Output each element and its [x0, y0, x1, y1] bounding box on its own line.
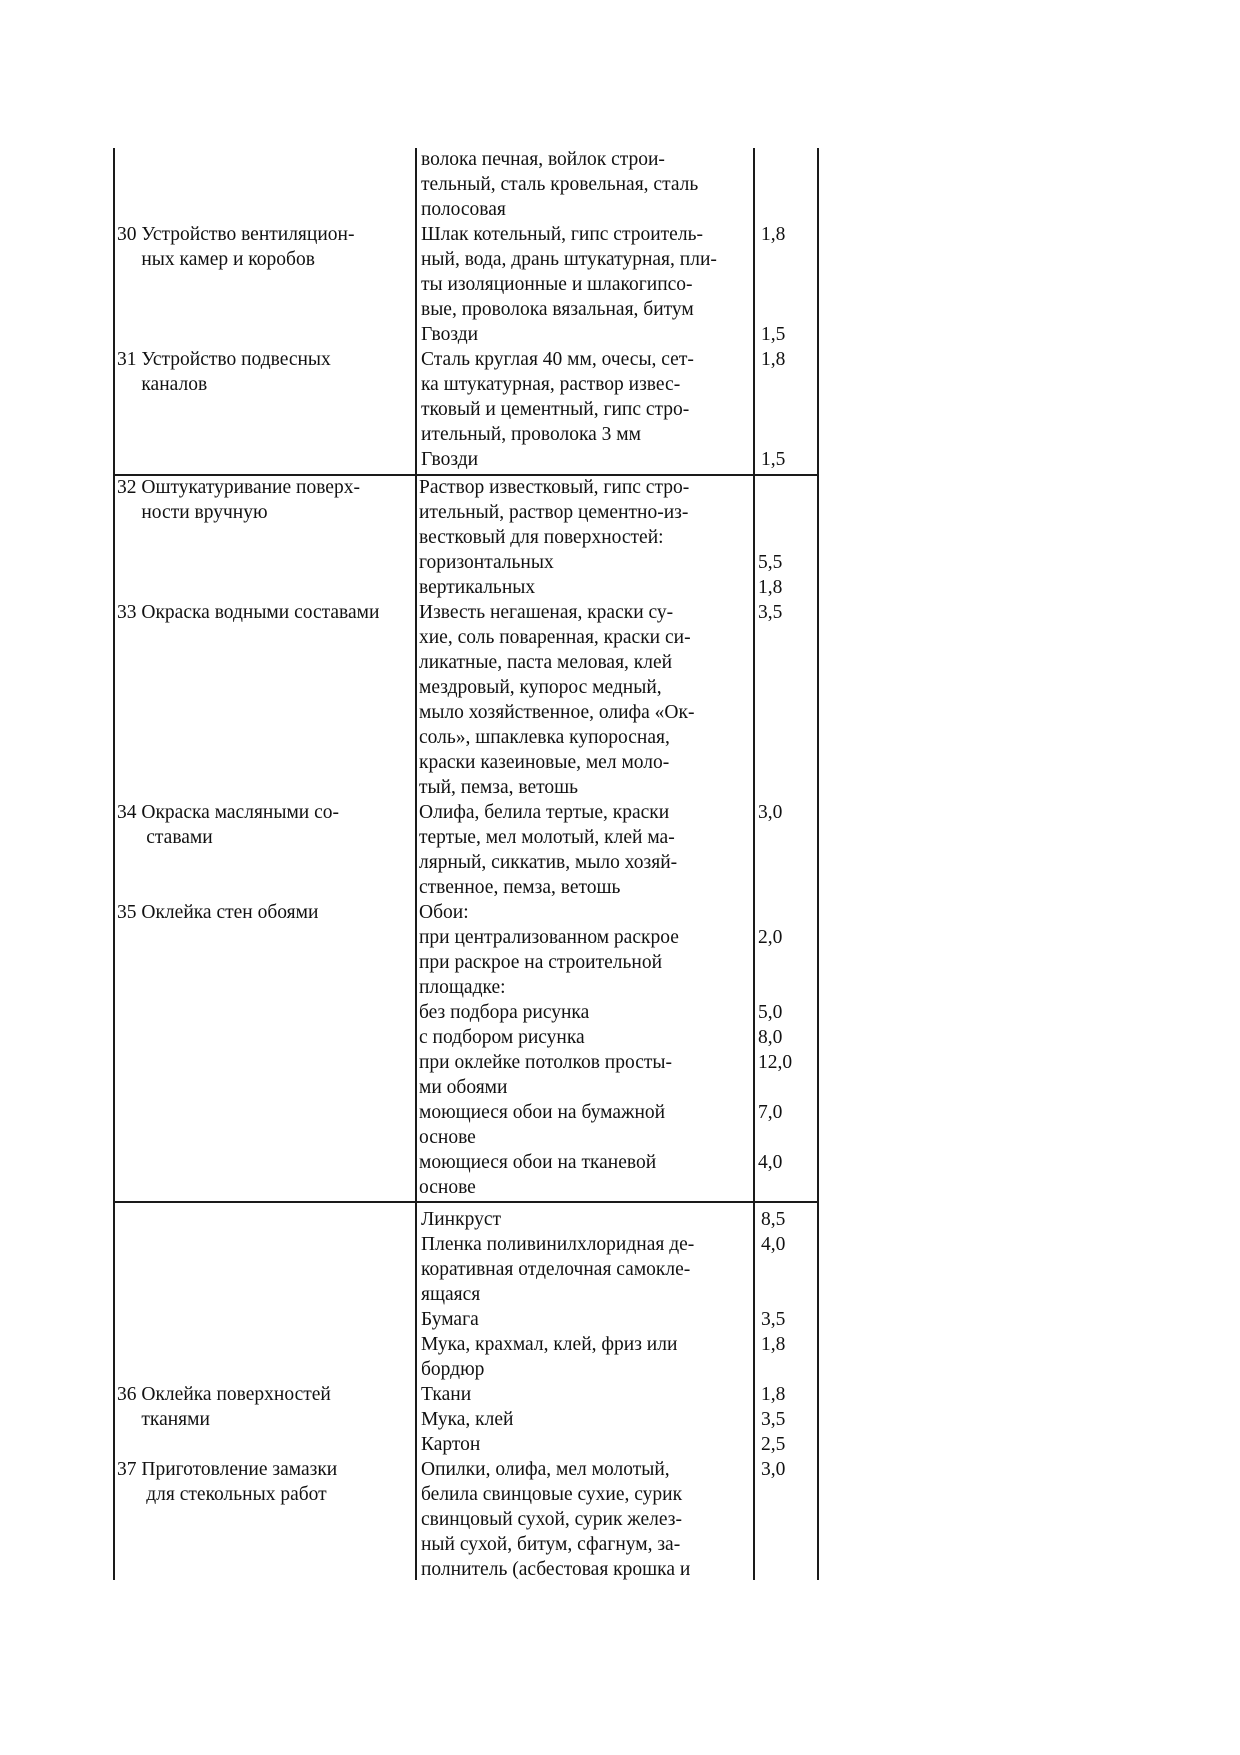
- cell-materials: Опилки, олифа, мел молотый,: [421, 1459, 670, 1480]
- cell-work: ставами: [117, 827, 213, 848]
- cell-materials: площадке:: [419, 977, 506, 998]
- cell-materials: Мука, крахмал, клей, фриз или: [421, 1334, 678, 1355]
- cell-work: 37 Приготовление замазки: [117, 1459, 338, 1480]
- cell-materials: Мука, клей: [421, 1409, 514, 1430]
- cell-norm: 3,0: [761, 1459, 786, 1480]
- cell-materials: вертикальных: [419, 577, 536, 598]
- cell-materials: коративная отделочная самокле-: [421, 1259, 691, 1280]
- cell-norm: 3,5: [758, 602, 783, 623]
- cell-materials: тельный, сталь кровельная, сталь: [421, 174, 699, 195]
- cell-materials: Линкруст: [421, 1209, 501, 1230]
- cell-materials: Раствор известковый, гипс стро-: [419, 477, 690, 498]
- column-divider-materials: [415, 148, 417, 1580]
- cell-materials: бордюр: [421, 1359, 485, 1380]
- cell-materials: Шлак котельный, гипс строитель-: [421, 224, 703, 245]
- cell-materials: ми обоями: [419, 1077, 508, 1098]
- cell-materials: при оклейке потолков просты-: [419, 1052, 672, 1073]
- cell-materials: моющиеся обои на тканевой: [419, 1152, 657, 1173]
- cell-norm: 12,0: [758, 1052, 793, 1073]
- cell-materials: полосовая: [421, 199, 506, 220]
- cell-norm: 1,5: [761, 449, 786, 470]
- cell-materials: с подбором рисунка: [419, 1027, 585, 1048]
- cell-materials: Олифа, белила тертые, краски: [419, 802, 670, 823]
- table-left-border: [113, 148, 115, 1580]
- cell-work: ности вручную: [117, 502, 268, 523]
- cell-materials: основе: [419, 1127, 476, 1148]
- cell-norm: 3,5: [761, 1309, 786, 1330]
- cell-materials: ка штукатурная, раствор извес-: [421, 374, 681, 395]
- cell-norm: 1,5: [761, 324, 786, 345]
- cell-materials: свинцовый сухой, сурик желез-: [421, 1509, 683, 1530]
- cell-materials: Известь негашеная, краски су-: [419, 602, 674, 623]
- cell-materials: Ткани: [421, 1384, 472, 1405]
- cell-materials: Пленка поливинилхлоридная де-: [421, 1234, 695, 1255]
- cell-norm: 8,5: [761, 1209, 786, 1230]
- cell-norm: 4,0: [758, 1152, 783, 1173]
- cell-materials: ственное, пемза, ветошь: [419, 877, 621, 898]
- cell-materials: ликатные, паста меловая, клей: [419, 652, 673, 673]
- cell-materials: соль», шпаклевка купоросная,: [419, 727, 670, 748]
- cell-materials: Сталь круглая 40 мм, очесы, сет-: [421, 349, 694, 370]
- cell-norm: 1,8: [758, 577, 783, 598]
- cell-materials: ты изоляционные и шлакогипсо-: [421, 274, 693, 295]
- cell-work: для стекольных работ: [117, 1484, 327, 1505]
- cell-materials: тертые, мел молотый, клей ма-: [419, 827, 675, 848]
- cell-norm: 2,0: [758, 927, 783, 948]
- cell-work: 32 Оштукатуривание поверх-: [117, 477, 360, 498]
- cell-materials: тый, пемза, ветошь: [419, 777, 579, 798]
- cell-materials: ящаяся: [421, 1284, 481, 1305]
- cell-materials: краски казеиновые, мел моло-: [419, 752, 670, 773]
- cell-work: 30 Устройство вентиляцион-: [117, 224, 355, 245]
- cell-materials: основе: [419, 1177, 476, 1198]
- cell-work: каналов: [117, 374, 208, 395]
- cell-materials: хие, соль поваренная, краски си-: [419, 627, 691, 648]
- cell-materials: волока печная, войлок строи-: [421, 149, 665, 170]
- cell-materials: Обои:: [419, 902, 469, 923]
- cell-materials: тковый и цементный, гипс стро-: [421, 399, 690, 420]
- cell-materials: Гвозди: [421, 324, 479, 345]
- cell-work: ных камер и коробов: [117, 249, 315, 270]
- cell-materials: ительный, проволока 3 мм: [421, 424, 641, 445]
- cell-materials: Картон: [421, 1434, 481, 1455]
- cell-norm: 3,5: [761, 1409, 786, 1430]
- cell-norm: 1,8: [761, 224, 786, 245]
- cell-materials: ный сухой, битум, сфагнум, за-: [421, 1534, 681, 1555]
- cell-work: 35 Оклейка стен обоями: [117, 902, 319, 923]
- cell-norm: 4,0: [761, 1234, 786, 1255]
- cell-materials: при раскрое на строительной: [419, 952, 663, 973]
- cell-norm: 2,5: [761, 1434, 786, 1455]
- block-divider-top: [113, 474, 819, 476]
- cell-materials: горизонтальных: [419, 552, 554, 573]
- cell-materials: полнитель (асбестовая крошка и: [421, 1559, 691, 1580]
- cell-materials: Гвозди: [421, 449, 479, 470]
- cell-norm: 1,8: [761, 1384, 786, 1405]
- cell-work: 36 Оклейка поверхностей: [117, 1384, 331, 1405]
- cell-norm: 8,0: [758, 1027, 783, 1048]
- cell-materials: лярный, сиккатив, мыло хозяй-: [419, 852, 678, 873]
- cell-materials: без подбора рисунка: [419, 1002, 590, 1023]
- block-divider-bottom: [113, 1201, 819, 1203]
- cell-materials: моющиеся обои на бумажной: [419, 1102, 666, 1123]
- cell-norm: 1,8: [761, 349, 786, 370]
- cell-materials: вые, проволока вязальная, битум: [421, 299, 694, 320]
- cell-materials: ительный, раствор цементно-из-: [419, 502, 689, 523]
- cell-materials: при централизованном раскрое: [419, 927, 679, 948]
- cell-materials: Бумага: [421, 1309, 479, 1330]
- cell-work: 34 Окраска масляными со-: [117, 802, 340, 823]
- cell-norm: 1,8: [761, 1334, 786, 1355]
- cell-norm: 5,5: [758, 552, 783, 573]
- cell-materials: белила свинцовые сухие, сурик: [421, 1484, 683, 1505]
- cell-work: 31 Устройство подвесных: [117, 349, 331, 370]
- cell-norm: 5,0: [758, 1002, 783, 1023]
- cell-materials: мездровый, купорос медный,: [419, 677, 662, 698]
- cell-materials: мыло хозяйственное, олифа «Ок-: [419, 702, 695, 723]
- cell-work: 33 Окраска водными составами: [117, 602, 380, 623]
- cell-work: тканями: [117, 1409, 210, 1430]
- column-divider-norm: [753, 148, 755, 1580]
- cell-norm: 7,0: [758, 1102, 783, 1123]
- table-right-border: [817, 148, 819, 1580]
- cell-materials: вестковый для поверхностей:: [419, 527, 664, 548]
- cell-materials: ный, вода, дрань штукатурная, пли-: [421, 249, 717, 270]
- cell-norm: 3,0: [758, 802, 783, 823]
